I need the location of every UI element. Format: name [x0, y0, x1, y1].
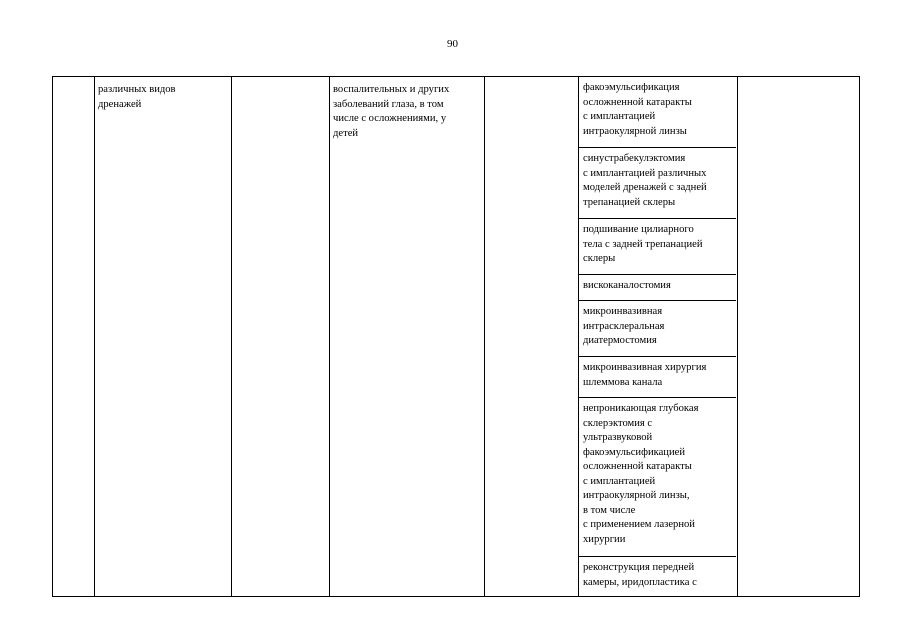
- procedure-cell-7: непроникающая глубокая склерэктомия с ультразвуковой факоэмульсификацией осложненной катаракты с имплантацией интраокулярной линзы, в том числе с применением лазерной хирургии: [579, 398, 736, 557]
- page-number: 90: [447, 38, 458, 50]
- procedure-cell-4: вискоканалостомия: [579, 275, 736, 301]
- procedure-cell-2: синустрабекулэктомия с имплантацией различных моделей дренажей с задней трепанацией склеры: [579, 148, 736, 219]
- column-divider: [737, 77, 738, 596]
- column-divider: [484, 77, 485, 596]
- column-divider: [231, 77, 232, 596]
- column-divider: [94, 77, 95, 596]
- procedure-cell-6: микроинвазивная хирургия шлеммова канала: [579, 357, 736, 398]
- method-group-cell: различных видов дренажей: [98, 84, 176, 110]
- procedure-cell-8: реконструкция передней камеры, иридопластика с: [583, 562, 697, 588]
- procedure-cell-5: микроинвазивная интрасклеральная диатермостомия: [579, 301, 736, 357]
- column-divider: [329, 77, 330, 596]
- medical-procedures-table: [52, 76, 860, 597]
- procedure-cell-3: подшивание цилиарного тела с задней трепанацией склеры: [579, 219, 736, 275]
- procedure-cell-1: факоэмульсификация осложненной катаракты с имплантацией интраокулярной линзы: [579, 77, 736, 148]
- disease-description-cell: воспалительных и других заболеваний глаза, в том числе с осложнениями, у детей: [333, 84, 450, 139]
